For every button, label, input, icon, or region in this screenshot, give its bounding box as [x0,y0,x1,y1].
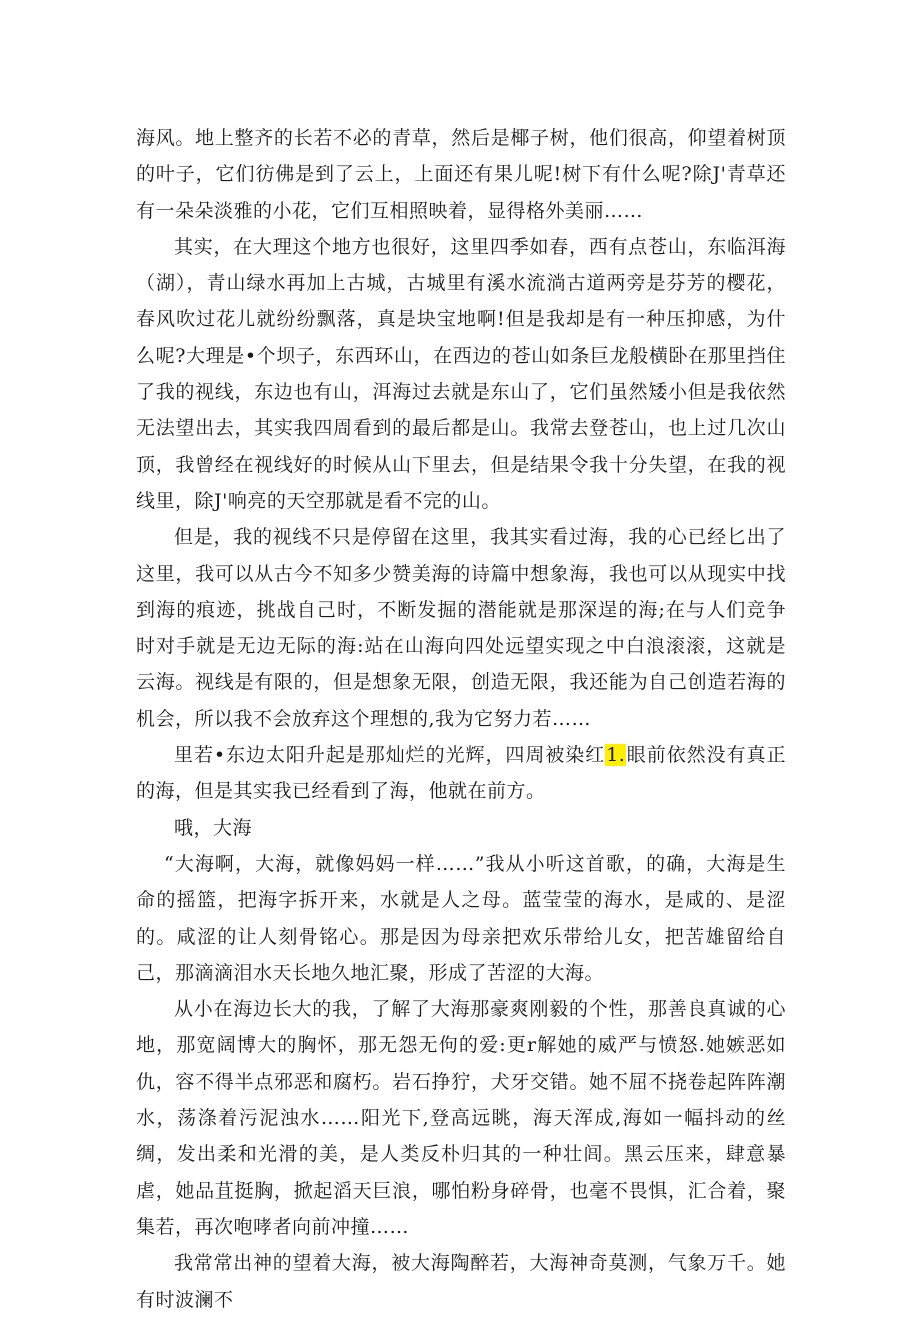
document-page [136,120,786,1318]
paragraph-4-before: 里若•东边太阳升起是那灿烂的光辉，四周被染红 [174,744,606,767]
paragraph-3: 但是，我的视线不只是停留在这里，我其实看过海，我的心已经匕出了这里，我可以从古今不知多少赞美海的诗篇中想象海，我也可以从现实中找到海的痕迹，挑战自己时，不断发掘的潜能就是那深逞的海;在与人们竞争时对手就是无边无际的海:站在山海向四处远望实现之中白浪滚滚，这就是云海。视线是有限的，但是想象无限，创造无限，我还能为自己创造若海的机会，所以我不会放弃这个理想的,我为它努力若…… [136,526,786,730]
paragraph-1: 海风。地上整齐的长若不必的青草，然后是椰子树，他们很高，仰望着树顶的叶子，它们彷佛是到了云上，上面还有果儿呢!树下有什么呢?除J'青草还有一朵朵淡雅的小花，它们互相照映着，显得格外美丽…… [136,127,786,222]
paragraph-7: 从小在海边长大的我，了解了大海那豪爽刚毅的个性，那善良真诚的心地，那宽阔博大的胸怀，那无怨无佝的爱:更r解她的威严与愤怒.她嫉恶如仇，容不得半点邪恶和腐朽。岩石挣狞，犬牙交错。她不屈不挠卷起阵阵潮水，荡涤着污泥浊水……阳光下,登高远眺，海天浑成,海如一幅抖动的丝绸，发出柔和光滑的美，是人类反朴归其的一种壮闾。黑云压来，肆意暴虐，她品苴挺胸，掀起滔天巨浪，哪怕粉身碎骨，也毫不畏惧，汇合着，聚集若，再次咆哮者向前冲撞…… [136,998,786,1238]
paragraph-4 [136,737,786,810]
paragraph-4-after: 眼前依然没有真正的海，但是其实我已经看到了海，他就在前方。 [136,744,786,803]
paragraph-6: “大海啊，大海，就像妈妈一样……”我从小听这首歌，的确，大海是生命的摇篮，把海字拆开来，水就是人之母。蓝莹莹的海水，是咸的、是涩的。咸涩的让人刻骨铭心。那是因为母亲把欢乐带给儿女，把苦雄留给自己，那滴滴泪水天长地久地汇聚，形成了苦涩的大海。 [136,852,786,984]
paragraph-2: 其实，在大理这个地方也很好，这里四季如春，西有点苍山，东临洱海（湖），青山绿水再加上古城，古城里有溪水流淌古道两旁是芬芳的樱花，春风吹过花儿就纷纷飘落，真是块宝地啊!但是我却是有一种压抑感，为什么呢?大理是•个坝子，东西环山，在西边的苍山如条巨龙般横卧在那里挡住了我的视线，东边也有山，洱海过去就是东山了，它们虽然矮小但是我依然无法望出去，其实我四周看到的最后都是山。我常去登苍山，也上过几次山顶，我曾经在视线好的时候从山下里去，但是结果令我十分失望，在我的视线里，除J'响亮的天空那就是看不完的山。 [136,235,786,512]
highlight-mark: 1. [606,744,626,767]
paragraph-8: 我常常出神的望着大海，被大海陶醉若，大海神奇莫测，气象万千。她有时波澜不 [136,1252,786,1311]
section-heading: 哦，大海 [174,816,253,839]
